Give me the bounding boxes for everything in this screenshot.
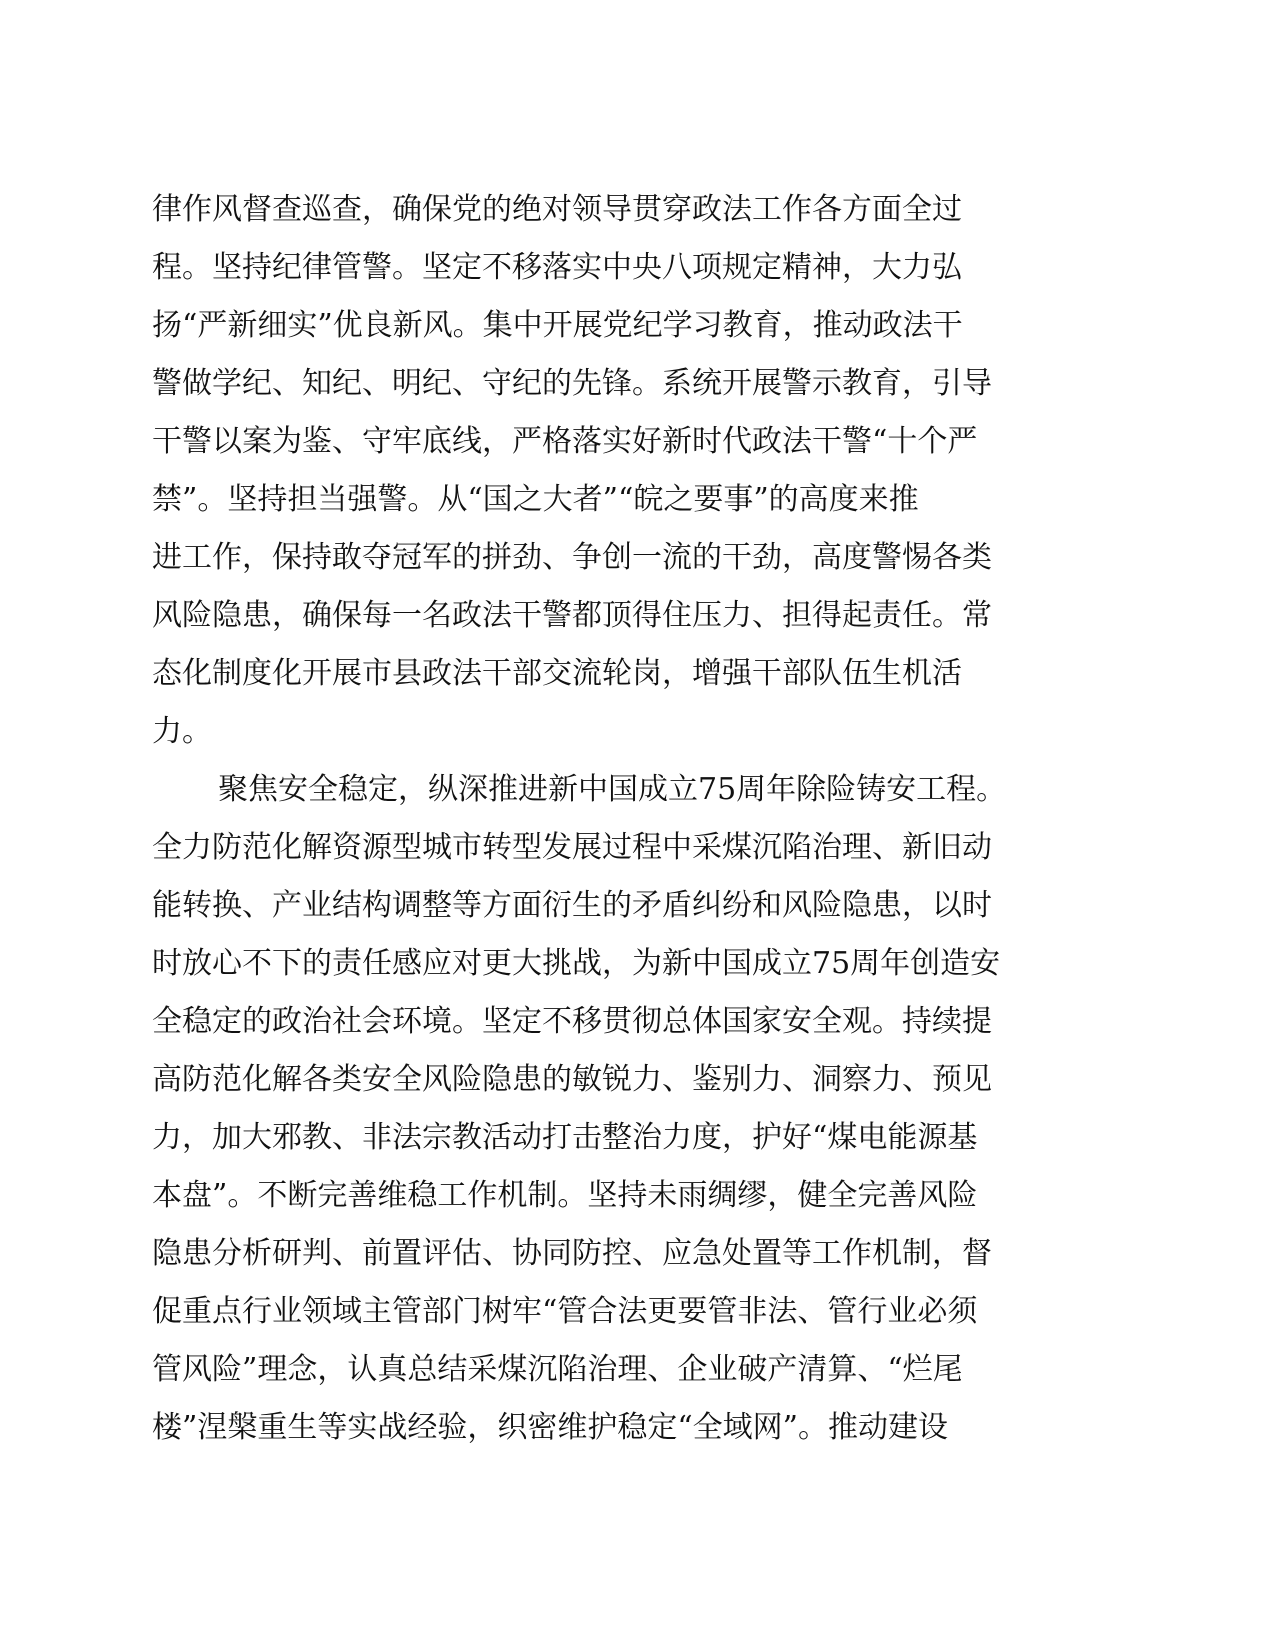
text-line: 能转换、产业结构调整等方面衍生的矛盾纠纷和风险隐患，以时 [152,888,992,923]
text-line: 程。坚持纪律管警。坚定不移落实中央八项规定精神，大力弘 [152,250,962,285]
text-line: 隐患分析研判、前置评估、协同防控、应急处置等工作机制，督 [152,1236,992,1271]
text-line: 管风险”理念，认真总结采煤沉陷治理、企业破产清算、“烂尾 [152,1352,963,1387]
text-line: 促重点行业领域主管部门树牢“管合法更要管非法、管行业必须 [152,1294,978,1329]
text-line: 高防范化解各类安全风险隐患的敏锐力、鉴别力、洞察力、预见 [152,1062,992,1097]
text-line: 本盘”。不断完善维稳工作机制。坚持未雨绸缪，健全完善风险 [152,1178,978,1213]
text-line: 楼”涅槃重生等实战经验，织密维护稳定“全域网”。推动建设 [152,1410,949,1445]
text-line: 干警以案为鉴、守牢底线，严格落实好新时代政法干警“十个严 [152,424,978,459]
text-line: 全力防范化解资源型城市转型发展过程中采煤沉陷治理、新旧动 [152,830,992,865]
text-line: 全稳定的政治社会环境。坚定不移贯彻总体国家安全观。持续提 [152,1004,992,1039]
text-line: 时放心不下的责任感应对更大挑战，为新中国成立75周年创造安 [152,946,1001,981]
text-line: 风险隐患，确保每一名政法干警都顶得住压力、担得起责任。常 [152,598,992,633]
text-line: 禁”。坚持担当强警。从“国之大者”“皖之要事”的高度来推 [152,482,919,517]
text-line: 力，加大邪教、非法宗教活动打击整治力度，护好“煤电能源基 [152,1120,978,1155]
text-line: 律作风督查巡查，确保党的绝对领导贯穿政法工作各方面全过 [152,192,962,227]
text-line: 态化制度化开展市县政法干部交流轮岗，增强干部队伍生机活 [152,656,962,691]
text-line: 力。 [152,714,212,749]
body-text [152,181,1092,1457]
text-line: 警做学纪、知纪、明纪、守纪的先锋。系统开展警示教育，引导 [152,366,992,401]
text-line: 进工作，保持敢夺冠军的拼劲、争创一流的干劲，高度警惕各类 [152,540,992,575]
text-line: 扬“严新细实”优良新风。集中开展党纪学习教育，推动政法干 [152,308,963,343]
paragraph-first-line: 聚焦安全稳定，纵深推进新中国成立75周年除险铸安工程。 [218,772,1007,807]
